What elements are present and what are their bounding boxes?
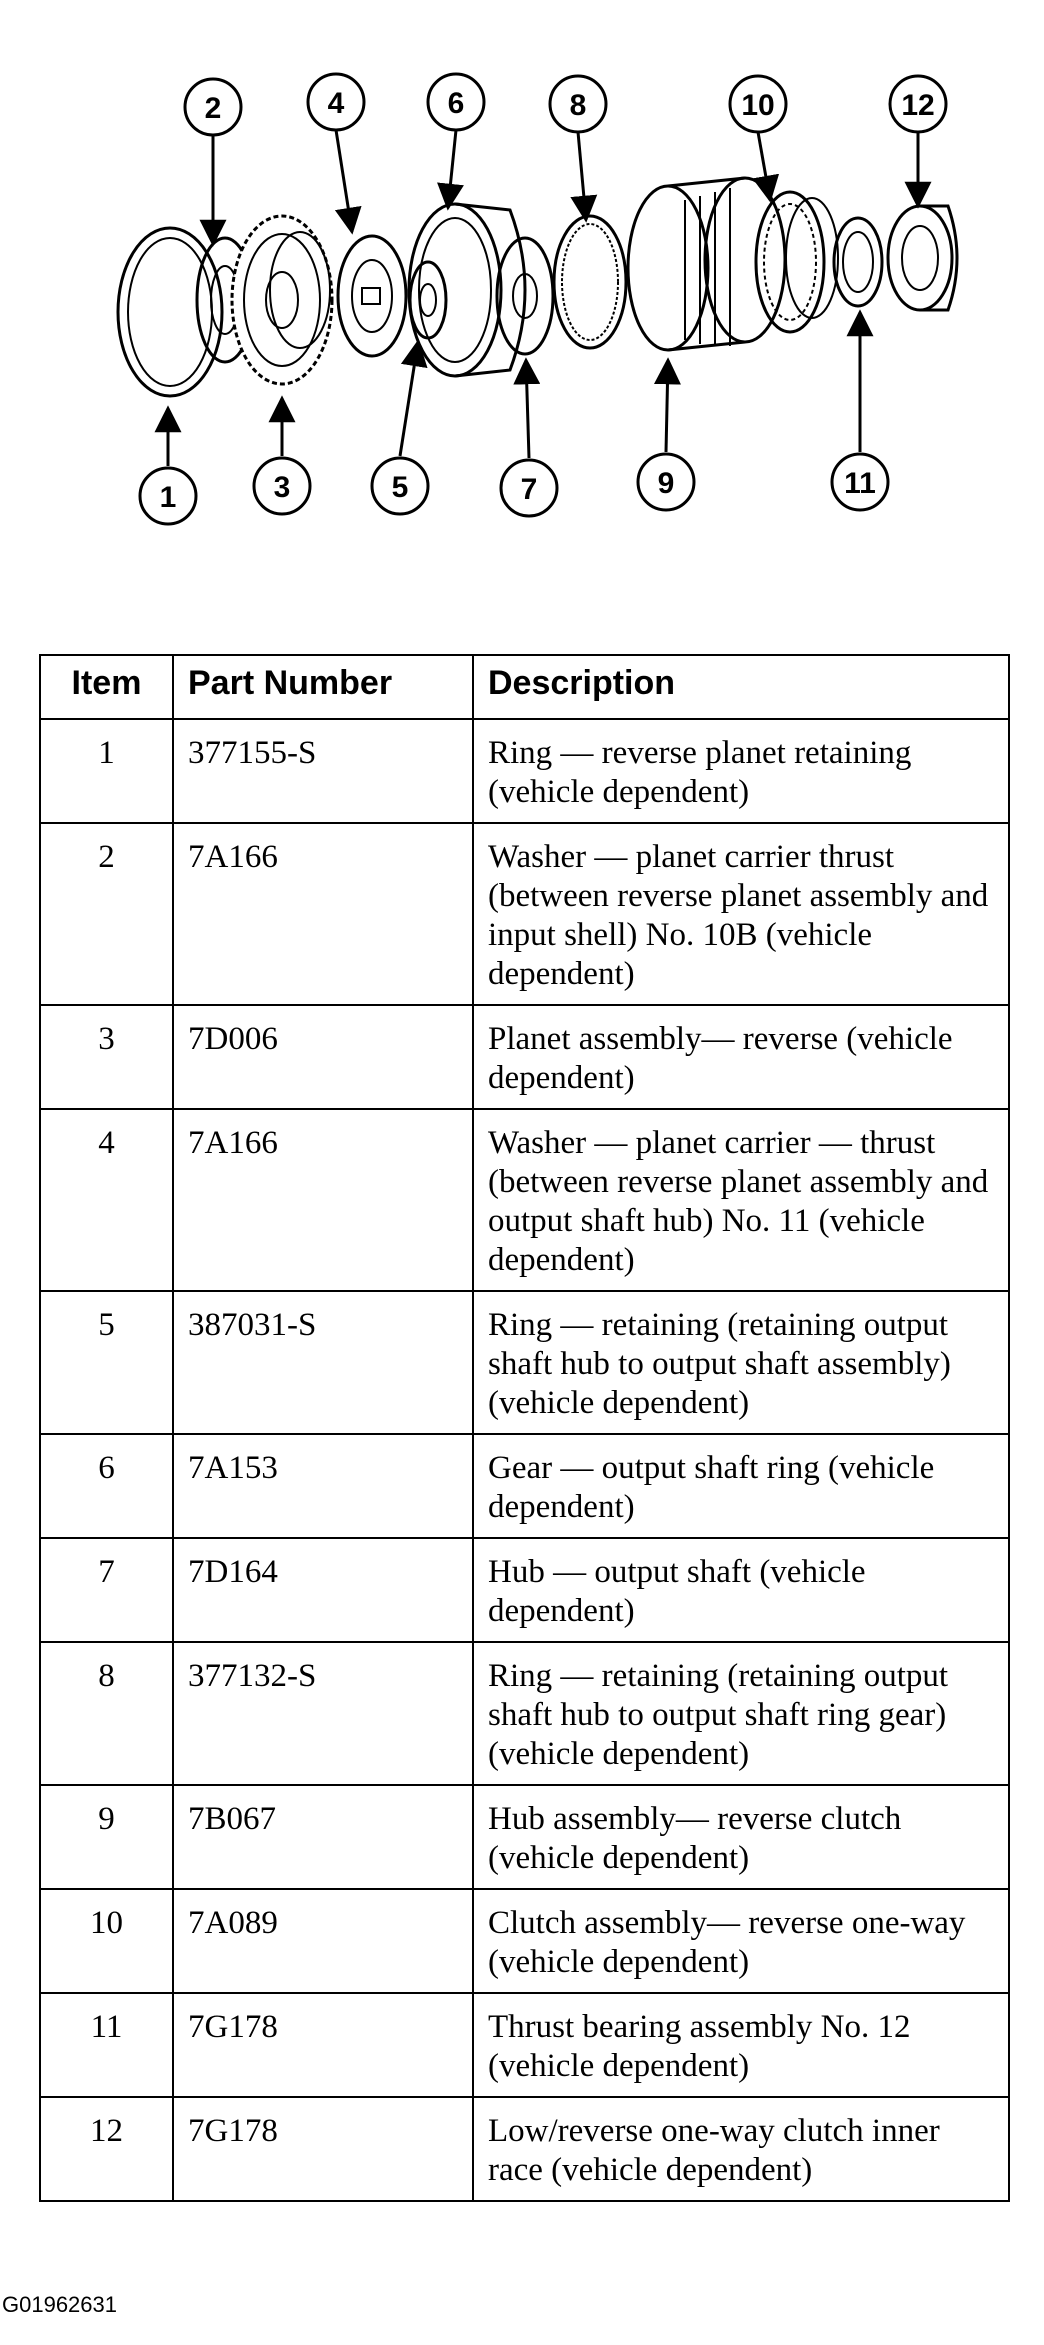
cell-item: 3 <box>40 1005 173 1109</box>
callout-label: 2 <box>204 92 222 125</box>
part-11-thrust-bearing <box>834 218 882 306</box>
table-row <box>40 1291 1009 1434</box>
cell-part-number: 377155-S <box>173 719 473 823</box>
parts-table <box>39 654 1010 2202</box>
table-row <box>40 1109 1009 1291</box>
header-description: Description <box>473 655 1009 719</box>
cell-part-number: 7G178 <box>173 1993 473 2097</box>
table-row <box>40 1434 1009 1538</box>
callout-9 <box>638 454 694 510</box>
cell-part-number: 7A166 <box>173 823 473 1005</box>
cell-part-number: 7B067 <box>173 1785 473 1889</box>
table-header-row <box>40 655 1009 719</box>
callout-label: 10 <box>741 89 775 122</box>
part-6-output-shaft-ring-gear <box>409 204 525 376</box>
part-4-thrust-washer <box>338 236 406 356</box>
callout-12 <box>890 76 946 132</box>
table-row <box>40 1642 1009 1785</box>
cell-part-number: 7A153 <box>173 1434 473 1538</box>
cell-item: 2 <box>40 823 173 1005</box>
callout-label: 7 <box>520 473 538 506</box>
callout-7 <box>501 460 557 516</box>
cell-description: Planet assembly— reverse (vehicle dependent) <box>473 1005 1009 1109</box>
table-row <box>40 2097 1009 2201</box>
callout-5 <box>372 458 428 514</box>
cell-part-number: 7D164 <box>173 1538 473 1642</box>
cell-part-number: 377132-S <box>173 1642 473 1785</box>
table-row <box>40 1785 1009 1889</box>
table-row <box>40 719 1009 823</box>
callout-label: 9 <box>657 467 675 500</box>
part-10-one-way-clutch <box>756 192 838 332</box>
cell-item: 1 <box>40 719 173 823</box>
part-8-retaining-ring <box>554 216 626 348</box>
cell-description: Thrust bearing assembly No. 12 (vehicle dependent) <box>473 1993 1009 2097</box>
cell-description: Washer — planet carrier — thrust (between reverse planet assembly and output shaft hub) No. 11 (vehicle dependent) <box>473 1109 1009 1291</box>
cell-description: Ring — reverse planet retaining (vehicle dependent) <box>473 719 1009 823</box>
cell-part-number: 7D006 <box>173 1005 473 1109</box>
cell-description: Ring — retaining (retaining output shaft hub to output shaft assembly) (vehicle dependent) <box>473 1291 1009 1434</box>
cell-item: 4 <box>40 1109 173 1291</box>
callout-4 <box>308 74 364 130</box>
cell-item: 5 <box>40 1291 173 1434</box>
cell-item: 8 <box>40 1642 173 1785</box>
table-row <box>40 1889 1009 1993</box>
cell-part-number: 7G178 <box>173 2097 473 2201</box>
callout-3 <box>254 458 310 514</box>
cell-description: Washer — planet carrier thrust (between reverse planet assembly and input shell) No. 10B (vehicle dependent) <box>473 823 1009 1005</box>
cell-part-number: 7A166 <box>173 1109 473 1291</box>
callout-2 <box>185 79 241 135</box>
header-part-number: Part Number <box>173 655 473 719</box>
cell-description: Gear — output shaft ring (vehicle dependent) <box>473 1434 1009 1538</box>
cell-item: 10 <box>40 1889 173 1993</box>
callout-11 <box>832 454 888 510</box>
cell-item: 11 <box>40 1993 173 2097</box>
table-row <box>40 1005 1009 1109</box>
callout-label: 4 <box>327 87 345 120</box>
callout-10 <box>730 76 786 132</box>
callout-label: 6 <box>447 87 465 120</box>
cell-item: 7 <box>40 1538 173 1642</box>
header-item: Item <box>40 655 173 719</box>
callout-label: 8 <box>569 89 587 122</box>
part-9-reverse-clutch-hub <box>628 178 785 350</box>
exploded-parts-diagram <box>0 0 1044 560</box>
cell-item: 9 <box>40 1785 173 1889</box>
part-12-inner-race <box>888 206 957 310</box>
callout-label: 3 <box>273 471 291 504</box>
cell-description: Clutch assembly— reverse one-way (vehicle dependent) <box>473 1889 1009 1993</box>
callout-6 <box>428 74 484 130</box>
table-row <box>40 1993 1009 2097</box>
cell-part-number: 387031-S <box>173 1291 473 1434</box>
callout-1 <box>140 468 196 524</box>
cell-description: Low/reverse one-way clutch inner race (vehicle dependent) <box>473 2097 1009 2201</box>
cell-item: 6 <box>40 1434 173 1538</box>
cell-item: 12 <box>40 2097 173 2201</box>
cell-description: Ring — retaining (retaining output shaft hub to output shaft ring gear) (vehicle dependent) <box>473 1642 1009 1785</box>
table-row <box>40 823 1009 1005</box>
figure-id: G01962631 <box>2 2292 117 2317</box>
callout-8 <box>550 76 606 132</box>
cell-description: Hub assembly— reverse clutch (vehicle dependent) <box>473 1785 1009 1889</box>
table-row <box>40 1538 1009 1642</box>
callout-label: 1 <box>159 481 177 514</box>
part-3-reverse-planet-assembly <box>232 216 332 384</box>
callout-label: 11 <box>844 467 876 500</box>
cell-description: Hub — output shaft (vehicle dependent) <box>473 1538 1009 1642</box>
cell-part-number: 7A089 <box>173 1889 473 1993</box>
callout-label: 5 <box>391 471 409 504</box>
callout-label: 12 <box>901 89 935 122</box>
